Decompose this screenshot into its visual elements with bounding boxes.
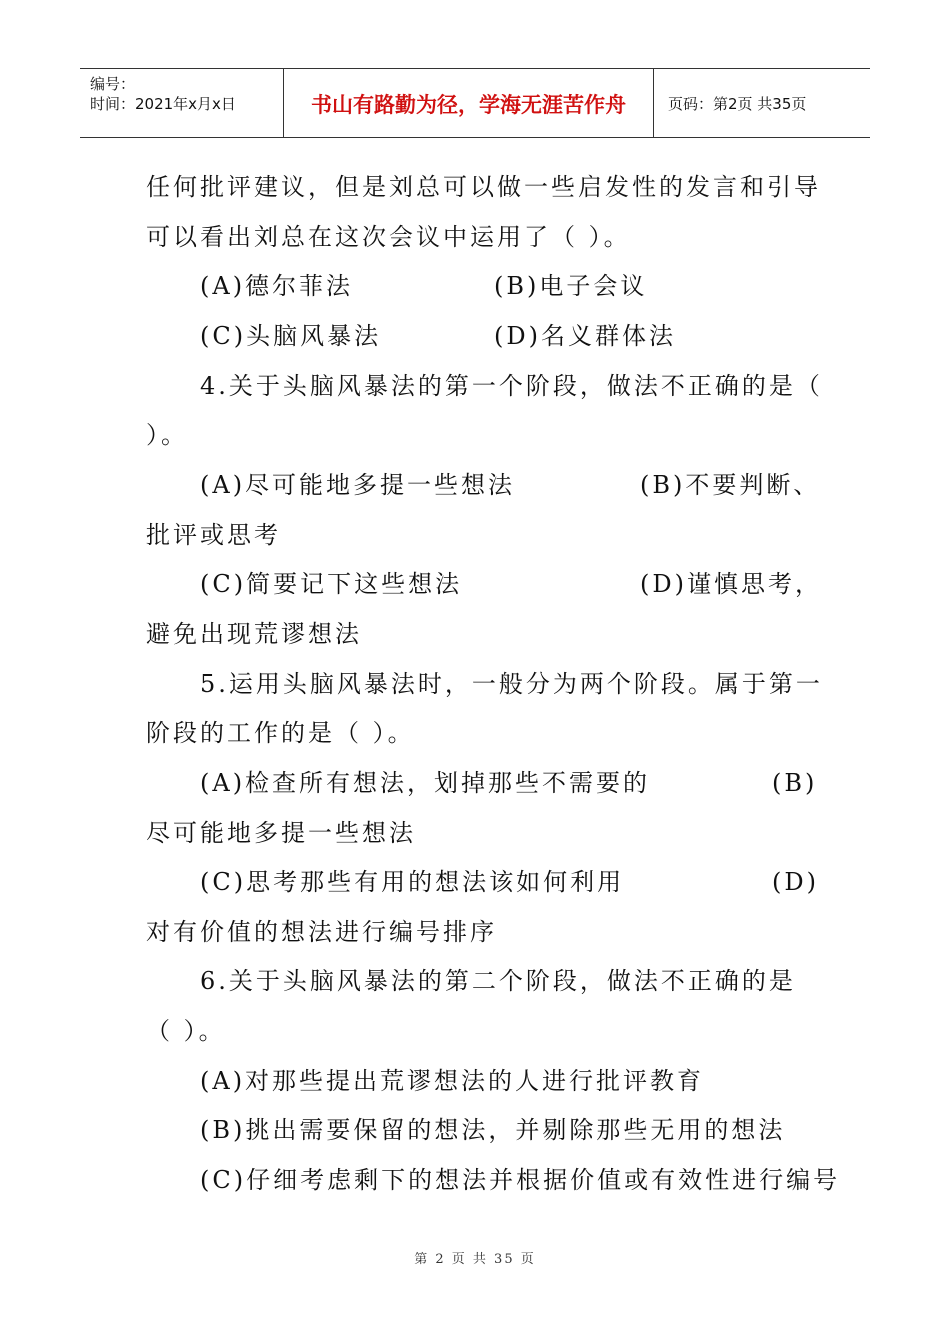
body-line: 尽可能地多提一些想法 bbox=[146, 819, 416, 847]
header-page-cell bbox=[654, 69, 870, 137]
body-line: 批评或思考 bbox=[146, 521, 281, 549]
option-line: (C)简要记下这些想法 bbox=[200, 570, 463, 598]
option-line: (A)尽可能地多提一些想法 bbox=[200, 471, 516, 499]
page-footer: 第 2 页 共 35 页 bbox=[414, 1252, 536, 1267]
body-line: 避免出现荒谬想法 bbox=[146, 620, 362, 648]
option-line: (C)思考那些有用的想法该如何利用 bbox=[200, 868, 625, 896]
option-line: (D) bbox=[772, 868, 819, 896]
body-line: ）。 bbox=[146, 421, 188, 449]
document-number-label: 编号： bbox=[90, 75, 136, 93]
document-time-label: 时间：2021年x月x日 bbox=[90, 95, 236, 113]
body-line: 对有价值的想法进行编号排序 bbox=[146, 918, 497, 946]
question-line: 5.运用头脑风暴法时，一般分为两个阶段。属于第一 bbox=[200, 670, 823, 698]
option-line: (C)头脑风暴法 bbox=[200, 322, 382, 350]
option-line: (D)谨慎思考， bbox=[640, 570, 822, 598]
option-line: (C)仔细考虑剩下的想法并根据价值或有效性进行编号 bbox=[200, 1166, 841, 1194]
option-line: (D)名义群体法 bbox=[494, 322, 676, 350]
body-line: 阶段的工作的是（ ）。 bbox=[146, 719, 415, 747]
body-line: 可以看出刘总在这次会议中运用了（ ）。 bbox=[146, 223, 631, 251]
question-line: 6.关于头脑风暴法的第二个阶段，做法不正确的是 bbox=[200, 967, 796, 995]
option-line: (A)德尔菲法 bbox=[200, 272, 354, 300]
option-line: (B)电子会议 bbox=[494, 272, 648, 300]
header-page-info: 页码：第2页 共35页 bbox=[668, 95, 807, 113]
header-motto: 书山有路勤为径，学海无涯苦作舟 bbox=[311, 93, 626, 117]
body-line: （ ）。 bbox=[146, 1017, 226, 1045]
option-line: (B) bbox=[772, 769, 818, 797]
question-line: 4.关于头脑风暴法的第一个阶段，做法不正确的是（ bbox=[200, 372, 823, 400]
option-line: (B)挑出需要保留的想法，并剔除那些无用的想法 bbox=[200, 1116, 786, 1144]
header-meta-cell bbox=[80, 69, 284, 137]
option-line: (A)检查所有想法，划掉那些不需要的 bbox=[200, 769, 651, 797]
body-line: 任何批评建议，但是刘总可以做一些启发性的发言和引导 bbox=[146, 173, 821, 201]
page-header bbox=[80, 68, 870, 138]
option-line: (B)不要判断、 bbox=[640, 471, 821, 499]
option-line: (A)对那些提出荒谬想法的人进行批评教育 bbox=[200, 1067, 705, 1095]
header-motto-cell bbox=[284, 69, 654, 137]
